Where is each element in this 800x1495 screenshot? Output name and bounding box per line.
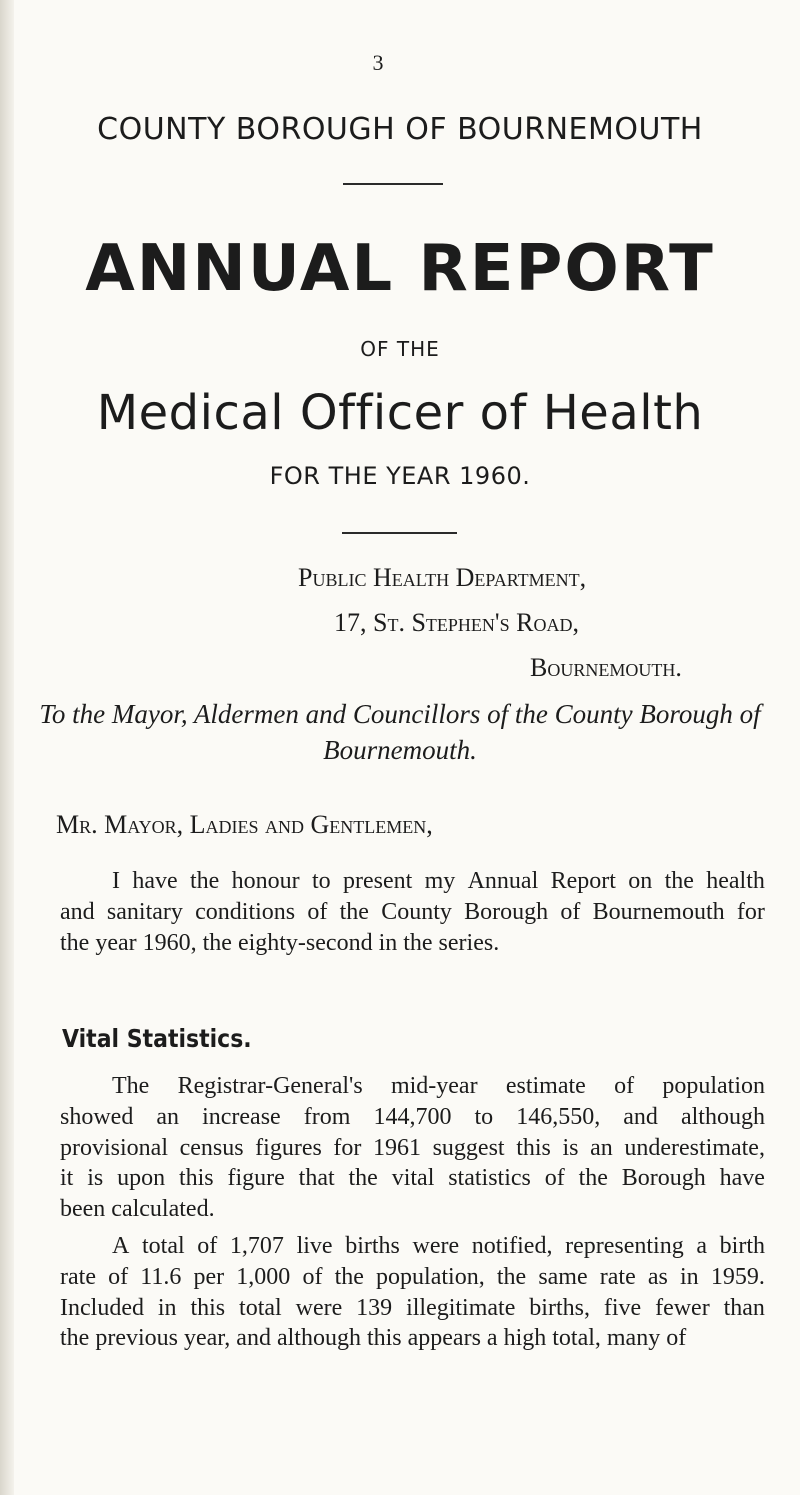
of-the-label: OF THE bbox=[360, 337, 440, 361]
borough-title: COUNTY BOROUGH OF BOURNEMOUTH bbox=[97, 112, 703, 147]
paragraph-line: showed an increase from 144,700 to 146,550, and although bbox=[60, 1103, 765, 1130]
divider-top bbox=[343, 183, 443, 185]
salutation: Mr. Mayor, Ladies and Gentlemen, bbox=[56, 810, 433, 839]
paragraph-introduction bbox=[60, 866, 765, 958]
paragraph-line: A total of 1,707 live births were notified, representing a birth bbox=[112, 1233, 765, 1259]
paragraph-line: the previous year, and although this appears a high total, many of bbox=[60, 1325, 687, 1352]
officer-title: Medical Officer of Health bbox=[96, 385, 704, 441]
address-line-3: Bournemouth. bbox=[530, 653, 682, 682]
paragraph-line: it is upon this figure that the vital statistics of the Borough have bbox=[60, 1165, 765, 1192]
paragraph-population bbox=[60, 1071, 765, 1225]
report-title: ANNUAL REPORT bbox=[85, 232, 715, 306]
paragraph-line: The Registrar-General's mid-year estimate of population bbox=[112, 1073, 765, 1099]
paragraph-line: the year 1960, the eighty-second in the series. bbox=[60, 929, 500, 956]
paragraph-line: and sanitary conditions of the County Borough of Bournemouth for bbox=[60, 898, 765, 925]
year-line: FOR THE YEAR 1960. bbox=[269, 462, 531, 490]
dedication-line-2: Bournemouth. bbox=[323, 734, 477, 765]
paragraph-line: provisional census figures for 1961 suggest this is an underestimate, bbox=[60, 1134, 765, 1161]
section-heading-vital-statistics: Vital Statistics. bbox=[62, 1024, 252, 1053]
paragraph-line: been calculated. bbox=[60, 1196, 215, 1223]
paragraph-line: Included in this total were 139 illegitimate births, five fewer than bbox=[60, 1294, 765, 1321]
paragraph-line: rate of 11.6 per 1,000 of the population, the same rate as in 1959. bbox=[60, 1263, 765, 1290]
dedication bbox=[0, 697, 800, 768]
dedication-line-1: To the Mayor, Aldermen and Councillors of the County Borough of bbox=[39, 699, 761, 729]
paragraph-line: I have the honour to present my Annual Report on the health bbox=[112, 868, 765, 894]
divider-middle bbox=[342, 532, 457, 534]
address-line-2: 17, St. Stephen's Road, bbox=[334, 608, 579, 637]
address-line-1: Public Health Department, bbox=[298, 563, 587, 592]
paragraph-births bbox=[60, 1231, 765, 1354]
page-number: 3 bbox=[372, 50, 384, 75]
